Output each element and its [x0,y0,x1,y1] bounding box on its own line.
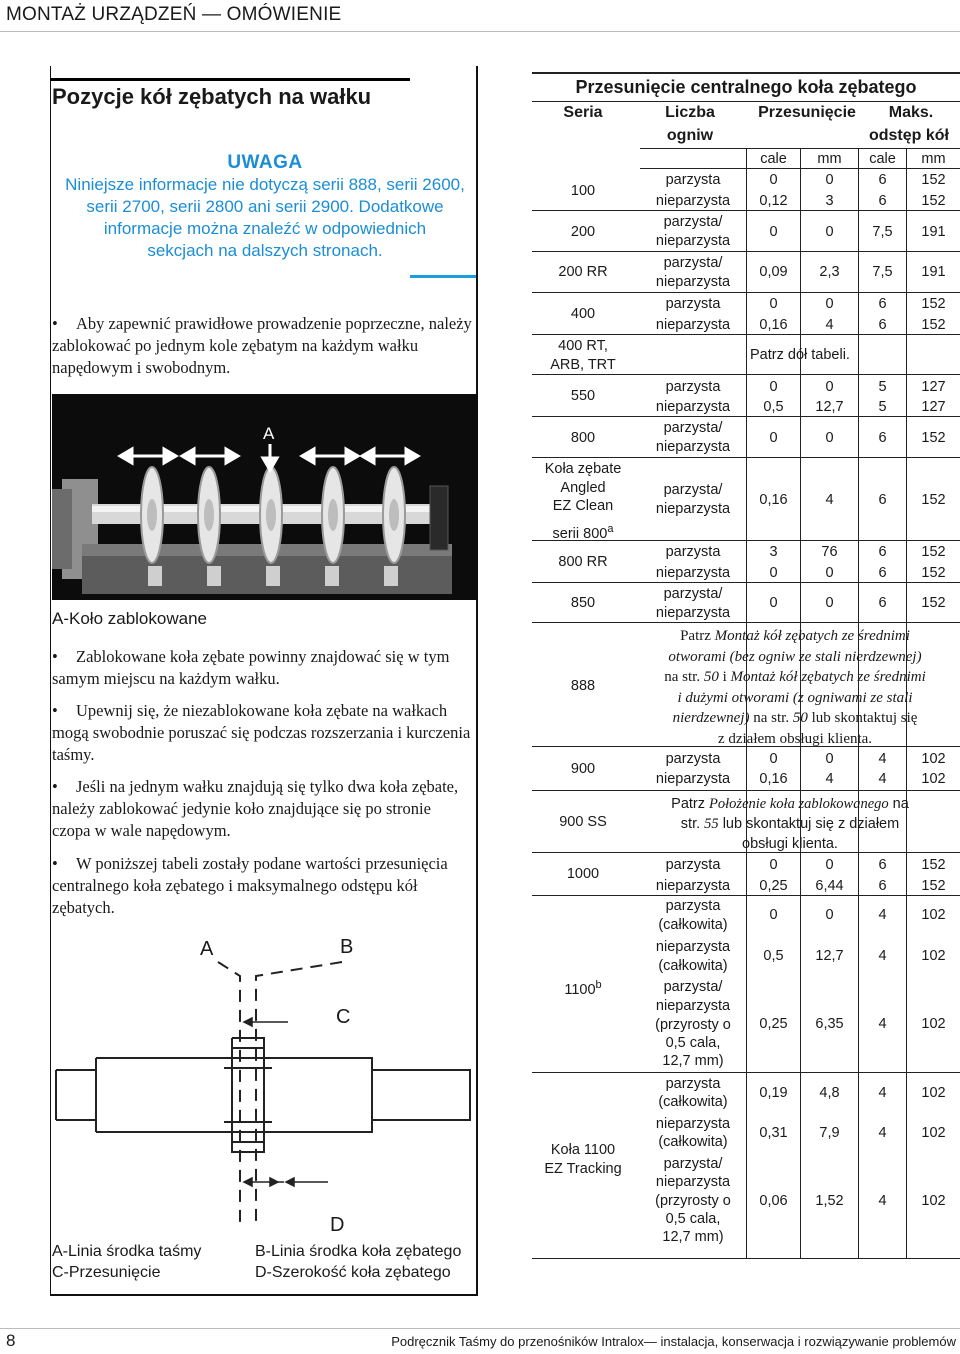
value-cell: 191 [921,224,946,240]
series-cell: Koła 1100 [550,1142,616,1158]
link-cell: nieparzysta [655,771,731,787]
link-cell: nieparzysta [655,605,731,621]
footnote-mark: b [595,979,602,991]
note-link-text: nierdzewnej) [672,710,750,726]
value-cell: 6 [878,172,887,188]
note-text: z działem obsługi klienta. [717,730,873,747]
shaft-photo [52,394,478,600]
value-cell: 4 [825,771,834,787]
bullet-item [52,776,472,842]
value-cell: 7,5 [872,224,893,240]
note-line: serii 2700, serii 2800 ani serii 2900. Dodatkowe [86,197,444,216]
value-cell: 6 [878,565,887,581]
page-number: 8 [6,1331,16,1350]
link-cell: 12,7 mm) [662,1053,724,1069]
header-divider [0,31,960,32]
bullet-text: W poniższej tabeli zostały podane wartości przesunięcia centralnego koła zębatego i maksymalnego odstępu kół zębatych. [52,854,448,917]
bullet-text: Jeśli na jednym wałku znajdują się tylko dwa koła zębate, należy zablokować jedynie koło znajdujące się po stronie czopa w wale napędowym. [52,777,459,840]
series-cell: Koła zębate [544,461,622,477]
table-rule [532,457,960,458]
value-cell: 0 [769,751,778,767]
bullet-dot: • [52,314,58,333]
value-cell: 0 [825,565,834,581]
series-888-note [630,626,960,749]
legend-b: B-Linia środka koła zębatego [255,1243,462,1260]
note-text: na [888,796,909,812]
value-cell: 4 [878,907,887,923]
value-cell: 76 [821,544,838,560]
note-line: sekcjach na dalszych stronach. [147,241,383,260]
value-cell: 0 [825,224,834,240]
legend-c: C-Przesunięcie [52,1264,161,1281]
unit-cale: cale [760,151,787,167]
series-cell: EZ Tracking [544,1161,622,1177]
note-text: str. [680,816,705,832]
value-cell: 0 [769,224,778,240]
series-cell: 800 RR [558,554,608,570]
value-cell: 6 [878,492,887,508]
value-cell: 0,16 [759,771,788,787]
value-cell: 102 [921,771,946,787]
footnote-mark: a [607,523,614,535]
series-cell: 200 RR [558,264,608,280]
col-header-liczba: Liczba [665,104,715,121]
note-line [640,834,940,854]
value-cell: 4 [878,948,887,964]
value-cell: 6 [878,296,887,312]
table-rule [532,101,960,102]
bullet-text: Aby zapewnić prawidłowe prowadzenie poprzeczne, należy zablokować po jednym kole zębatym na każdym wałku napędowym i swobodnym. [52,314,472,377]
section-title: Pozycje kół zębatych na wałku [52,84,372,109]
value-cell: 6 [878,544,887,560]
series-text: serii 800 [552,525,608,542]
series-cell: EZ Clean [552,498,614,514]
series-cell [540,520,626,543]
link-cell: nieparzysta [655,233,731,249]
table-rule [532,895,960,896]
value-cell: 4 [825,492,834,508]
note-link-text: 50 [703,669,719,685]
value-cell: 191 [921,264,946,280]
value-cell: 152 [921,544,946,560]
value-cell: 152 [921,317,946,333]
note-text: i [718,669,731,685]
note-line: Niniejsze informacje nie dotyczą serii 888, serii 2600, [65,175,465,194]
note-link-text: i dużymi otworami (z ogniwami ze stali [677,689,913,706]
value-cell: 0 [769,172,778,188]
value-cell: 152 [921,430,946,446]
value-cell: 0 [769,857,778,873]
link-cell: nieparzysta [655,439,731,455]
value-cell: 102 [921,1125,946,1141]
value-cell: 102 [921,1085,946,1101]
bullet-item [52,646,472,690]
diagram-label-a: A [200,938,214,960]
table-rule [532,1072,960,1073]
note-line [630,708,960,729]
table-title: Przesunięcie centralnego koła zębatego [575,77,917,97]
note-line [630,647,960,668]
link-cell: nieparzysta [655,939,731,955]
bullet-dot: • [52,701,58,720]
value-cell: 0,06 [759,1193,788,1209]
value-cell: 152 [921,565,946,581]
value-cell: 0 [825,296,834,312]
series-cell: 400 [570,306,596,322]
value-cell: 7,9 [819,1125,840,1141]
link-cell: nieparzysta [655,998,731,1014]
link-cell: parzysta/ [663,482,723,498]
value-cell: 0,25 [759,878,788,894]
diagram-label-c: C [336,1006,351,1028]
note-title: UWAGA [227,152,303,173]
bullet-item [52,853,472,919]
value-cell: 102 [921,1016,946,1032]
col-header-ogniw: ogniw [666,127,714,144]
value-cell: 0 [769,907,778,923]
link-cell: (całkowita) [658,1134,728,1150]
link-cell: (całkowita) [658,917,728,933]
note-line [630,729,960,750]
note-link-text: Montaż kół zębatych ze średnimi [714,628,910,644]
value-cell: 12,7 [815,948,844,964]
note-link-text: Położenie koła zablokowanego [709,796,889,812]
table-rule [532,790,960,791]
value-cell: 5 [878,399,887,415]
value-cell: 102 [921,1193,946,1209]
note-text: lub skontaktuj się z działem [718,816,900,832]
value-cell: 127 [921,379,946,395]
value-cell: 6,35 [815,1016,844,1032]
value-cell: 12,7 [815,399,844,415]
bullet-dot: • [52,777,58,796]
value-cell: 0 [825,857,834,873]
table-rule [532,374,960,375]
value-cell: 0 [825,379,834,395]
link-cell: nieparzysta [655,274,731,290]
link-cell: parzysta [665,296,721,312]
section-top-rule [50,78,410,81]
unit-mm: mm [817,151,842,167]
value-cell: 102 [921,751,946,767]
value-cell: 102 [921,948,946,964]
value-cell: 3 [769,544,778,560]
value-cell: 152 [921,172,946,188]
value-cell: 0,25 [759,1016,788,1032]
value-cell: 5 [878,379,887,395]
value-cell: 4 [878,751,887,767]
table-rule [532,582,960,583]
value-cell: 127 [921,399,946,415]
value-cell: 6 [878,857,887,873]
link-cell: nieparzysta [655,1174,731,1190]
shaft-diagram [52,932,478,1236]
series-cell: Angled [560,480,606,496]
link-cell: 0,5 cala, [665,1035,721,1051]
series-900ss-note [640,794,940,854]
value-cell: 4 [878,1085,887,1101]
value-cell: 2,3 [819,264,840,280]
series-text: 1100 [564,981,596,998]
link-cell: parzysta/ [663,214,723,230]
value-cell: 4 [878,1193,887,1209]
table-rule [532,292,960,293]
value-cell: 0,09 [759,264,788,280]
link-cell: parzysta [665,898,721,914]
value-cell: 0 [825,751,834,767]
series-cell: 800 [570,430,596,446]
value-cell: 0 [825,907,834,923]
link-cell: parzysta [665,544,721,560]
note-box [52,152,478,262]
note-link-text: Montaż kół zębatych ze średnimi [730,669,926,685]
note-line [640,794,940,814]
note-line [630,688,960,709]
photo-caption: A-Koło zablokowane [52,609,207,628]
col-header-odstep: odstęp kół [868,127,949,144]
value-cell: 152 [921,857,946,873]
series-cell: ARB, TRT [550,357,616,373]
value-cell: 0 [769,430,778,446]
value-cell: 0,31 [759,1125,788,1141]
link-cell: (przyrosty o [655,1193,731,1209]
table-rule [532,334,960,335]
note-rule [410,275,476,278]
value-cell: 6 [878,317,887,333]
value-cell: 6 [878,595,887,611]
value-cell: 0,19 [759,1085,788,1101]
link-cell: nieparzysta [655,501,731,517]
note-text: Patrz [680,628,715,644]
note-link-text: 55 [704,816,719,832]
col-header-seria: Seria [563,104,603,121]
note-text: Patrz [671,796,710,812]
footer-text: Podręcznik Taśmy do przenośników Intralox— instalacja, konserwacja i rozwiązywanie problemów [391,1334,956,1349]
link-cell: 0,5 cala, [665,1211,721,1227]
value-cell: 4 [878,1125,887,1141]
bullet-text: Upewnij się, że niezablokowane koła zębate na wałkach mogą swobodnie poruszać się podczas rozszerzania i kurczenia taśmy. [52,701,471,764]
link-cell: nieparzysta [655,1116,731,1132]
series-cell: 850 [570,595,596,611]
value-cell: 0,5 [763,399,784,415]
note-text: obsługi klienta. [742,836,838,852]
col-header-przesuniecie: Przesunięcie [758,104,856,121]
value-cell: 152 [921,492,946,508]
value-cell: 7,5 [872,264,893,280]
value-cell: 3 [825,193,834,209]
note-text: na str. [749,710,793,726]
series-cell: 900 SS [559,814,607,830]
link-cell: parzysta/ [663,979,723,995]
note-line [630,626,960,647]
unit-mm: mm [921,151,946,167]
link-cell: nieparzysta [655,193,731,209]
table-rule [532,416,960,417]
table-rule [532,1258,960,1259]
series-cell: 200 [570,224,596,240]
see-below-note: Patrz dół tabeli. [750,347,850,363]
value-cell: 4 [878,1016,887,1032]
value-cell: 102 [921,907,946,923]
link-cell: parzysta/ [663,420,723,436]
note-line [630,667,960,688]
unit-cale: cale [869,151,896,167]
value-cell: 0 [769,296,778,312]
legend-d: D-Szerokość koła zębatego [255,1264,451,1281]
note-text: na str. [664,669,704,685]
link-cell: parzysta [665,751,721,767]
note-line [640,814,940,834]
link-cell: (całkowita) [658,958,728,974]
bullet-dot: • [52,647,58,666]
table-rule [532,210,960,211]
value-cell: 0 [825,172,834,188]
bullet-item [52,700,472,766]
value-cell: 0,5 [763,948,784,964]
bullet-text: Zablokowane koła zębate powinny znajdować się w tym samym miejscu na każdym wałku. [52,647,450,688]
value-cell: 4 [878,771,887,787]
link-cell: nieparzysta [655,878,731,894]
bullet-dot: • [52,854,58,873]
note-text: lub skontaktuj się [807,710,918,726]
series-cell: 888 [570,678,596,694]
value-cell: 0 [825,430,834,446]
series-cell: 550 [570,388,596,404]
value-cell: 6 [878,430,887,446]
link-cell: parzysta/ [663,586,723,602]
link-cell: parzysta [665,857,721,873]
link-cell: parzysta [665,1076,721,1092]
page-header-title: MONTAŻ URZĄDZEŃ — OMÓWIENIE [6,4,342,25]
note-link-text: 50 [792,710,808,726]
link-cell: parzysta [665,379,721,395]
footer-divider [0,1328,960,1329]
link-cell: (przyrosty o [655,1017,731,1033]
table-rule [532,251,960,252]
link-cell: nieparzysta [655,399,731,415]
value-cell: 0,16 [759,317,788,333]
series-cell: 100 [570,183,596,199]
diagram-label-b: B [340,936,354,958]
diagram-label-d: D [330,1214,345,1236]
value-cell: 0 [769,379,778,395]
bullet-item [52,313,472,379]
value-cell: 152 [921,878,946,894]
value-cell: 6 [878,193,887,209]
link-cell: parzysta [665,172,721,188]
value-cell: 1,52 [815,1193,844,1209]
value-cell: 0,16 [759,492,788,508]
value-cell: 6 [878,878,887,894]
value-cell: 0 [769,595,778,611]
link-cell: parzysta/ [663,255,723,271]
series-cell [540,976,626,999]
value-cell: 152 [921,193,946,209]
col-header-maks: Maks. [888,104,934,121]
value-cell: 152 [921,595,946,611]
value-cell: 4 [825,317,834,333]
link-cell: 12,7 mm) [662,1229,724,1245]
link-cell: parzysta/ [663,1156,723,1172]
table-rule [532,622,960,623]
photo-label-a: A [263,424,275,443]
value-cell: 4,8 [819,1085,840,1101]
note-link-text: otworami (bez ogniw ze stali nierdzewnej) [668,648,922,665]
link-cell: (całkowita) [658,1094,728,1110]
series-cell: 400 RT, [558,338,608,354]
series-cell: 900 [570,761,596,777]
link-cell: nieparzysta [655,565,731,581]
value-cell: 6,44 [815,878,844,894]
value-cell: 152 [921,296,946,312]
value-cell: 0 [825,595,834,611]
link-cell: nieparzysta [655,317,731,333]
note-line: informacje można znaleźć w odpowiednich [103,219,427,238]
legend-a: A-Linia środka taśmy [52,1243,202,1260]
value-cell: 0,12 [759,193,788,209]
series-cell: 1000 [566,866,600,882]
value-cell: 0 [769,565,778,581]
